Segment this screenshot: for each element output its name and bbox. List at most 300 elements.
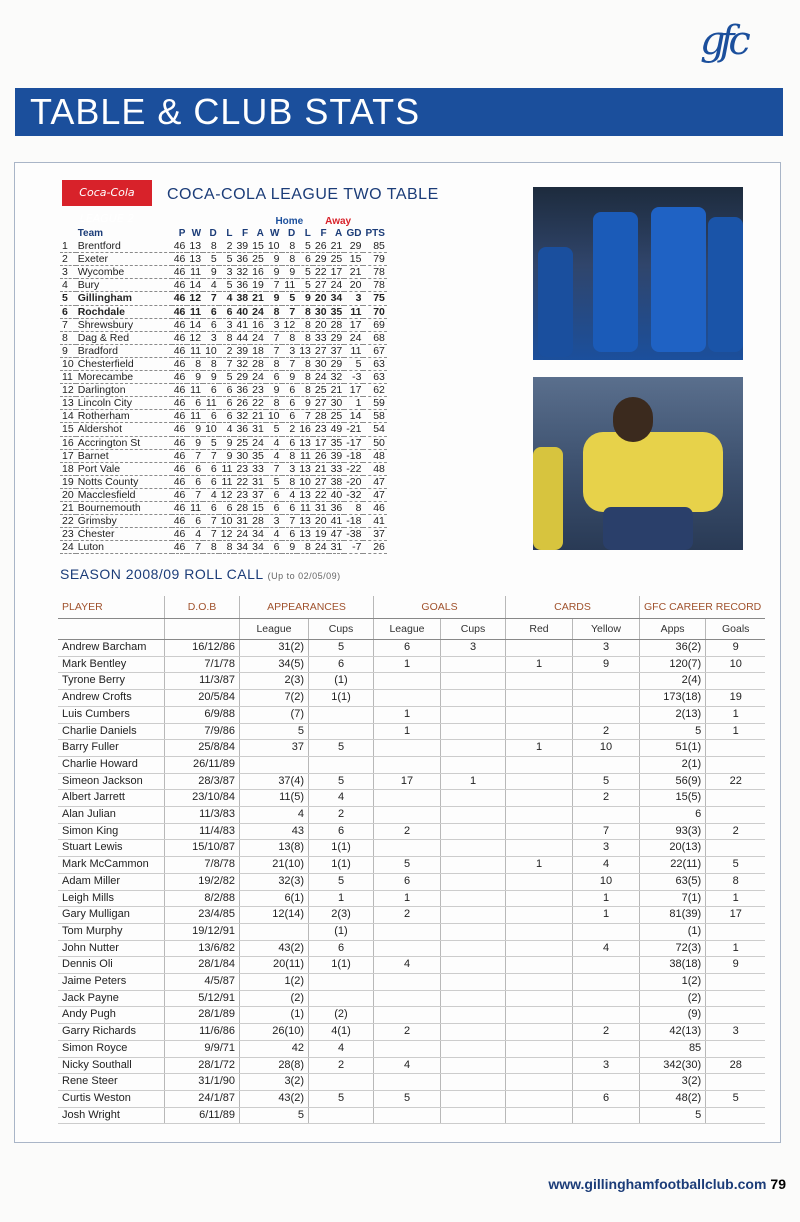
player-name: Luis Cumbers xyxy=(58,706,165,723)
league-cell: 6 xyxy=(203,462,219,475)
league-cell: 11 xyxy=(297,501,313,514)
league-row xyxy=(60,344,387,357)
stat-cell xyxy=(506,673,573,690)
player-name: Simon King xyxy=(58,823,165,840)
league-cell: 10 xyxy=(299,475,311,488)
stat-cell: 3 xyxy=(706,1024,766,1041)
league-cell: 8 xyxy=(297,384,313,397)
league-cell: 30 xyxy=(330,397,343,410)
league-row xyxy=(60,410,387,423)
league-cell: 40 xyxy=(236,305,249,318)
player-row xyxy=(58,890,765,907)
league-team: Morecambe xyxy=(76,371,172,384)
league-cell: 12 xyxy=(220,488,233,501)
stat-cell: 72(3) xyxy=(640,940,706,957)
stat-cell: 4 xyxy=(309,790,374,807)
col-dob: D.O.B xyxy=(165,596,240,619)
league-cell: 8 xyxy=(203,541,219,554)
league-cell: 4 xyxy=(266,436,282,449)
league-cell: -32 xyxy=(346,488,362,501)
roll-sub-header xyxy=(58,619,765,640)
player-dob: 5/12/91 xyxy=(165,990,240,1007)
league-cell: 33 xyxy=(314,331,327,344)
league-cell: 4 xyxy=(203,279,219,292)
stat-cell: (2) xyxy=(640,990,706,1007)
league-cell: 7 xyxy=(187,449,203,462)
league-cell: 4 xyxy=(266,449,282,462)
stat-cell: 1 xyxy=(374,706,441,723)
league-team: Accrington St xyxy=(76,436,172,449)
league-cell: 27 xyxy=(314,279,327,292)
stat-cell xyxy=(506,756,573,773)
league-cell: 48 xyxy=(363,449,386,462)
player-dob: 28/3/87 xyxy=(165,773,240,790)
league-cell: 34 xyxy=(252,541,264,554)
player-name: Alan Julian xyxy=(58,807,165,824)
stat-cell: 3 xyxy=(573,640,640,657)
player-row xyxy=(58,740,765,757)
stat-cell xyxy=(706,740,766,757)
league-cell: 11 xyxy=(187,266,203,279)
stat-cell: (1) xyxy=(640,923,706,940)
stat-cell xyxy=(441,940,506,957)
league-team: Dag & Red xyxy=(76,331,172,344)
player-name: Charlie Daniels xyxy=(58,723,165,740)
league-col-header: L xyxy=(304,228,311,239)
league-cell: 36 xyxy=(236,423,249,436)
stat-cell: 173(18) xyxy=(640,690,706,707)
league-col-header: Team xyxy=(77,228,104,239)
league-cell: 12 xyxy=(220,528,233,541)
stat-cell xyxy=(441,1007,506,1024)
league-cell: 9 xyxy=(266,292,282,305)
roll-call-date: (Up to 02/05/09) xyxy=(267,571,341,581)
league-cell: 13 xyxy=(299,436,311,449)
league-cell: 28 xyxy=(252,357,264,370)
league-cell: 50 xyxy=(363,436,386,449)
league-cell: 41 xyxy=(363,515,386,528)
league-team: Macclesfield xyxy=(76,488,172,501)
stat-cell xyxy=(441,723,506,740)
stat-cell xyxy=(506,1024,573,1041)
league-cell: 46 xyxy=(173,371,186,384)
league-team: Bury xyxy=(76,279,172,292)
league-row xyxy=(60,397,387,410)
league-cell: 46 xyxy=(173,410,186,423)
player-name: Andrew Crofts xyxy=(58,690,165,707)
player-dob: 11/3/87 xyxy=(165,673,240,690)
league-row xyxy=(60,305,387,318)
league-cell: 7 xyxy=(282,515,298,528)
stat-cell: 6 xyxy=(640,807,706,824)
stat-cell xyxy=(506,890,573,907)
stat-cell: 31(2) xyxy=(240,640,309,657)
stat-cell: 4 xyxy=(240,807,309,824)
league-cell: 8 xyxy=(266,397,282,410)
league-rank: 24 xyxy=(62,541,74,554)
stat-cell: 34(5) xyxy=(240,656,309,673)
stat-cell: 4 xyxy=(309,1040,374,1057)
league-cell: 24 xyxy=(252,371,264,384)
league-cell: 3 xyxy=(282,344,298,357)
league-cell: 26 xyxy=(363,541,386,554)
stat-cell: 6 xyxy=(374,640,441,657)
league-row xyxy=(60,331,387,344)
league-cell: 8 xyxy=(266,357,282,370)
league-cell: 9 xyxy=(187,423,203,436)
league-cell: 36 xyxy=(236,279,249,292)
player-name: Josh Wright xyxy=(58,1107,165,1124)
league-cell: 6 xyxy=(266,541,282,554)
player-dob: 19/2/82 xyxy=(165,873,240,890)
stat-cell xyxy=(374,940,441,957)
stat-cell xyxy=(441,1024,506,1041)
league-cell: 6 xyxy=(282,397,298,410)
stat-cell xyxy=(706,1007,766,1024)
player-name: Charlie Howard xyxy=(58,756,165,773)
stat-cell: 13(8) xyxy=(240,840,309,857)
league-team: Bournemouth xyxy=(76,501,172,514)
league-row xyxy=(60,384,387,397)
stat-cell: 7 xyxy=(573,823,640,840)
stat-cell: (9) xyxy=(640,1007,706,1024)
stat-cell xyxy=(374,756,441,773)
stat-cell: (1) xyxy=(309,923,374,940)
player-row xyxy=(58,1024,765,1041)
league-cell: 67 xyxy=(363,344,386,357)
stat-cell xyxy=(506,974,573,991)
league-cell: 24 xyxy=(314,371,327,384)
league-row xyxy=(60,240,387,253)
league-cell: 7 xyxy=(187,541,203,554)
league-cell: 8 xyxy=(219,541,235,554)
player-row xyxy=(58,673,765,690)
league-cell: 31 xyxy=(252,423,264,436)
stat-cell: 28 xyxy=(706,1057,766,1074)
stat-cell: 9 xyxy=(706,640,766,657)
player-name: Simon Royce xyxy=(58,1040,165,1057)
league-row xyxy=(60,501,387,514)
league-cell: 24 xyxy=(236,528,249,541)
league-cell: 46 xyxy=(173,357,186,370)
league-rank: 16 xyxy=(62,436,74,449)
league-cell: 3 xyxy=(219,266,235,279)
league-rank: 13 xyxy=(62,397,74,410)
player-dob: 11/6/86 xyxy=(165,1024,240,1041)
stat-cell xyxy=(374,840,441,857)
player-dob: 31/1/90 xyxy=(165,1074,240,1091)
stat-cell xyxy=(706,1107,766,1124)
league-cell: 47 xyxy=(363,488,386,501)
league-cell: 13 xyxy=(189,253,202,266)
club-logo: gfc xyxy=(700,18,745,64)
league-cell: 23 xyxy=(236,462,249,475)
stat-cell xyxy=(506,807,573,824)
league-cell: -3 xyxy=(344,371,363,384)
stat-cell xyxy=(374,923,441,940)
league-column-header xyxy=(60,228,387,240)
league-cell: 5 xyxy=(282,292,298,305)
player-row xyxy=(58,706,765,723)
stat-cell xyxy=(441,990,506,1007)
league-cell: 15 xyxy=(252,240,264,253)
league-cell: 46 xyxy=(173,501,186,514)
stat-cell: 19 xyxy=(706,690,766,707)
league-cell: 15 xyxy=(344,253,363,266)
league-row xyxy=(60,318,387,331)
stat-cell xyxy=(309,723,374,740)
stat-cell: 6 xyxy=(309,823,374,840)
league-cell: 17 xyxy=(314,436,327,449)
league-cell: -18 xyxy=(346,515,362,528)
league-cell: 9 xyxy=(266,253,282,266)
league-team: Shrewsbury xyxy=(76,318,172,331)
league-cell: 30 xyxy=(236,449,249,462)
stat-cell: 3(2) xyxy=(640,1074,706,1091)
stat-cell xyxy=(706,840,766,857)
stat-cell: 10 xyxy=(573,873,640,890)
league-cell: 1 xyxy=(344,397,363,410)
player-name: Simeon Jackson xyxy=(58,773,165,790)
stat-cell: 9 xyxy=(706,957,766,974)
league-cell: 5 xyxy=(219,279,235,292)
website-url: www.gillinghamfootballclub.com xyxy=(548,1176,767,1192)
player-name: Adam Miller xyxy=(58,873,165,890)
league-cell: 9 xyxy=(282,371,298,384)
league-team: Bradford xyxy=(76,344,172,357)
stat-cell: 28(8) xyxy=(240,1057,309,1074)
league-col-header: GD xyxy=(346,228,362,239)
league-cell: 23 xyxy=(252,384,264,397)
league-cell: 8 xyxy=(282,475,298,488)
league-cell: 37 xyxy=(252,488,264,501)
league-cell: 79 xyxy=(363,253,386,266)
league-cell: 32 xyxy=(236,266,249,279)
stat-cell: (1) xyxy=(309,673,374,690)
stat-cell: 63(5) xyxy=(640,873,706,890)
league-cell: 24 xyxy=(330,279,343,292)
player-name: Tyrone Berry xyxy=(58,673,165,690)
league-cell: 5 xyxy=(266,475,282,488)
league-cell: 11 xyxy=(297,449,313,462)
stat-cell: 2(3) xyxy=(309,907,374,924)
league-col-header: P xyxy=(178,228,186,239)
rank-header xyxy=(60,228,76,240)
league-cell: 17 xyxy=(344,318,363,331)
stat-cell xyxy=(506,706,573,723)
league-cell: 54 xyxy=(363,423,386,436)
stat-cell: 2(4) xyxy=(640,673,706,690)
player-dob: 20/5/84 xyxy=(165,690,240,707)
stat-cell xyxy=(441,1057,506,1074)
stat-cell: 37(4) xyxy=(240,773,309,790)
league-col-header: A xyxy=(335,228,343,239)
stat-cell: 1 xyxy=(374,723,441,740)
league-cell: 4 xyxy=(187,528,203,541)
league-team: Wycombe xyxy=(76,266,172,279)
league-cell: 10 xyxy=(205,423,217,436)
player-name: Nicky Southall xyxy=(58,1057,165,1074)
stat-cell xyxy=(506,1074,573,1091)
player-dob: 7/8/78 xyxy=(165,857,240,874)
league-cell: 46 xyxy=(173,449,186,462)
league-cell: 37 xyxy=(363,528,386,541)
stat-cell: 85 xyxy=(640,1040,706,1057)
league-cell: 39 xyxy=(236,344,249,357)
player-row xyxy=(58,840,765,857)
league-cell: 46 xyxy=(173,344,186,357)
stat-cell: 4 xyxy=(573,940,640,957)
league-cell: 3 xyxy=(203,331,219,344)
league-rank: 4 xyxy=(60,279,76,292)
league-cell: 31 xyxy=(330,541,343,554)
col-cards: CARDS xyxy=(506,596,640,619)
stat-cell xyxy=(506,957,573,974)
league-col-header: F xyxy=(320,228,327,239)
stat-cell: 17 xyxy=(706,907,766,924)
stat-cell xyxy=(441,1040,506,1057)
league-cell: 35 xyxy=(330,436,343,449)
league-cell: 7 xyxy=(266,344,282,357)
player-name: Barry Fuller xyxy=(58,740,165,757)
player-dob: 6/9/88 xyxy=(165,706,240,723)
roll-subhead: Cups xyxy=(309,619,374,640)
stat-cell: 2 xyxy=(374,823,441,840)
player-name: Andy Pugh xyxy=(58,1007,165,1024)
league-cell: 13 xyxy=(299,344,311,357)
player-row xyxy=(58,823,765,840)
league-row xyxy=(60,515,387,528)
stat-cell: 81(39) xyxy=(640,907,706,924)
player-row xyxy=(58,756,765,773)
league-cell: 6 xyxy=(266,488,282,501)
league-cell: 2 xyxy=(219,344,235,357)
league-cell: 3 xyxy=(266,318,282,331)
league-cell: 8 xyxy=(344,501,363,514)
league-row xyxy=(60,266,387,279)
league-cell: 5 xyxy=(297,266,313,279)
league-table-title: COCA-COLA LEAGUE TWO TABLE xyxy=(167,186,439,203)
player-dob: 4/5/87 xyxy=(165,974,240,991)
league-cell: 6 xyxy=(219,384,235,397)
stat-cell: 1 xyxy=(374,656,441,673)
stat-cell xyxy=(441,706,506,723)
stat-cell: 1 xyxy=(441,773,506,790)
stat-cell: 7(1) xyxy=(640,890,706,907)
league-cell: 8 xyxy=(297,318,313,331)
league-cell: 28 xyxy=(252,515,264,528)
league-cell: 30 xyxy=(314,357,327,370)
player-row xyxy=(58,857,765,874)
league-rank: 9 xyxy=(60,344,76,357)
stat-cell xyxy=(573,1074,640,1091)
league-cell: 24 xyxy=(252,331,264,344)
player-row xyxy=(58,923,765,940)
league-cell: 16 xyxy=(252,266,264,279)
league-cell: 68 xyxy=(363,331,386,344)
footer xyxy=(548,1176,786,1192)
league-cell: 14 xyxy=(189,318,202,331)
league-row xyxy=(60,488,387,501)
league-cell: 22 xyxy=(236,475,249,488)
league-cell: 26 xyxy=(314,240,327,253)
stat-cell: 5 xyxy=(309,740,374,757)
stat-cell: 3 xyxy=(573,1057,640,1074)
league-cell: 38 xyxy=(236,292,249,305)
player-name: John Nutter xyxy=(58,940,165,957)
league-rank: 6 xyxy=(60,305,76,318)
league-cell: 7 xyxy=(203,515,219,528)
league-cell: 39 xyxy=(330,449,343,462)
league-cell: 46 xyxy=(173,266,186,279)
stat-cell: 6(1) xyxy=(240,890,309,907)
league-cell: 11 xyxy=(344,344,363,357)
league-team: Lincoln City xyxy=(76,397,172,410)
stat-cell xyxy=(706,790,766,807)
league-cell: 48 xyxy=(363,462,386,475)
league-cell: 8 xyxy=(187,357,203,370)
league-cell: 11 xyxy=(219,475,235,488)
stat-cell xyxy=(506,1007,573,1024)
stat-cell xyxy=(309,756,374,773)
player-row xyxy=(58,723,765,740)
league-cell: 3 xyxy=(344,292,363,305)
stat-cell: 15(5) xyxy=(640,790,706,807)
stat-cell xyxy=(506,723,573,740)
stat-cell xyxy=(506,1107,573,1124)
league-cell: 9 xyxy=(203,266,219,279)
league-cell: 6 xyxy=(282,436,298,449)
stat-cell: 2 xyxy=(573,790,640,807)
league-cell: 6 xyxy=(282,501,298,514)
league-cell: 18 xyxy=(252,344,264,357)
league-cell: 46 xyxy=(173,528,186,541)
stat-cell xyxy=(506,990,573,1007)
league-cell: 46 xyxy=(173,436,186,449)
stat-cell xyxy=(441,1074,506,1091)
stat-cell xyxy=(441,690,506,707)
league-cell: 19 xyxy=(252,279,264,292)
stat-cell: 5 xyxy=(640,723,706,740)
player-row xyxy=(58,690,765,707)
league-cell: 7 xyxy=(203,449,219,462)
player-row xyxy=(58,873,765,890)
league-team: Gillingham xyxy=(76,292,172,305)
player-row xyxy=(58,907,765,924)
league-cell: 5 xyxy=(219,253,235,266)
league-cell: 35 xyxy=(330,305,343,318)
stat-cell xyxy=(309,1107,374,1124)
league-rank: 14 xyxy=(62,410,74,423)
league-row xyxy=(60,423,387,436)
player-dob: 24/1/87 xyxy=(165,1090,240,1107)
league-cell: 21 xyxy=(330,384,343,397)
player-dob: 16/12/86 xyxy=(165,640,240,657)
match-photo-players-celebrating xyxy=(533,187,743,360)
league-cell: 8 xyxy=(297,371,313,384)
league-table xyxy=(60,215,387,554)
player-row xyxy=(58,773,765,790)
league-cell: 34 xyxy=(252,528,264,541)
stat-cell: 120(7) xyxy=(640,656,706,673)
league-cell: -7 xyxy=(344,541,363,554)
stat-cell: (2) xyxy=(240,990,309,1007)
league-cell: 6 xyxy=(266,501,282,514)
col-goals: GOALS xyxy=(374,596,506,619)
stat-cell: 42 xyxy=(240,1040,309,1057)
player-name: Andrew Barcham xyxy=(58,640,165,657)
stat-cell xyxy=(309,1074,374,1091)
